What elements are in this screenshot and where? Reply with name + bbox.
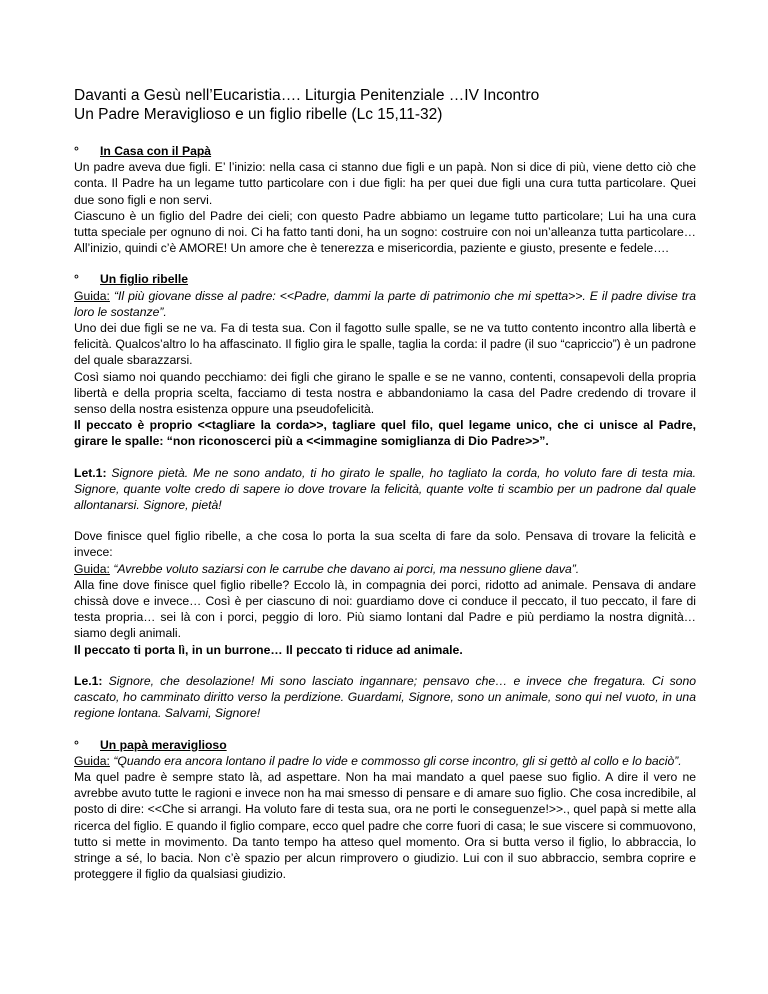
guida-quote: “Il più giovane disse al padre: <<Padre, dammi la parte di patrimonio che mi spetta>>. E il padre divise tra loro le sostanze”. bbox=[74, 288, 697, 319]
section-heading-label: In Casa con il Papà bbox=[100, 144, 212, 158]
document-title-line-1: Davanti a Gesù nell’Eucaristia…. Liturgia Penitenziale …IV Incontro bbox=[74, 87, 540, 104]
section-bullet: ° bbox=[74, 737, 79, 752]
section-heading-label: Un papà meraviglioso bbox=[100, 737, 227, 752]
section-heading-papa-meraviglioso bbox=[74, 737, 696, 753]
lettore-text: Signore pietà. Me ne sono andato, ti ho girato le spalle, ho tagliato la corda, ho voluto fare di testa mia. Signore, quante volte credo di sapere io dove trovare la felicità, quante volte ti scambio per un padrone dal quale allontanarsi. Signore, pietà! bbox=[74, 465, 696, 513]
paragraph: Ciascuno è un figlio del Padre dei cieli; con questo Padre abbiamo un legame tutto particolare; Lui ha una cura tutta speciale per ognuno di noi. Ci ha fatto tanti doni, ha un sogno: costruire con noi un’alleanza tutta particolare… All’inizio, quindi c’è AMORE! Un amore che è tenerezza e misericordia, paziente e giusto, presente e fedele…. bbox=[74, 208, 696, 256]
guida-quote: “Avrebbe voluto saziarsi con le carrube che davano ai porci, ma nessuno gliene dava”. bbox=[113, 561, 580, 576]
section-bullet: ° bbox=[74, 144, 79, 158]
paragraph: Così siamo noi quando pecchiamo: dei figli che girano le spalle e se ne vanno, contenti, consapevoli della propria libertà e della propria scelta, facciamo di testa nostra e abbandoniamo la casa del Padre credendo di trovare il senso della nostra esistenza oppure una pseudofelicità. bbox=[74, 369, 696, 417]
paragraph: Un padre aveva due figli. E’ l’inizio: nella casa ci stanno due figli e un papà. Non si dice di più, viene detto ciò che conta. Il Padre ha un legame tutto particolare con i due figli: ha per quei due figli una cura tutta particolare. Quei due sono figli e non servi. bbox=[74, 160, 696, 207]
lettore-paragraph bbox=[74, 673, 696, 722]
bold-paragraph: Il peccato ti porta lì, in un burrone… Il peccato ti riduce ad animale. bbox=[74, 642, 463, 657]
section-heading-figlio-ribelle bbox=[74, 271, 696, 287]
bold-paragraph: Il peccato è proprio <<tagliare la corda>>, tagliare quel filo, quel legame unico, che ci unisce al Padre, girare le spalle: “non riconoscerci più a <<immagine somiglianza di Dio Padre>>”. bbox=[74, 418, 696, 449]
document-page bbox=[74, 86, 696, 882]
section-heading-label: Un figlio ribelle bbox=[100, 272, 189, 287]
lettore-paragraph bbox=[74, 465, 696, 514]
lettore-text: Signore, che desolazione! Mi sono lasciato ingannare; pensavo che… e invece che fregatura. Ci sono cascato, ho camminato diritto verso la perdizione. Guardami, Signore, sono un animale, sono qui nel vuoto, in una regione lontana. Salvami, Signore! bbox=[74, 673, 696, 721]
paragraph: Dove finisce quel figlio ribelle, a che cosa lo porta la sua scelta di fare da solo. Pensava di trovare la felicità e invece: bbox=[74, 529, 696, 560]
guida-label: Guida: bbox=[74, 753, 110, 768]
guida-quote: “Quando era ancora lontano il padre lo vide e commosso gli corse incontro, gli si gettò al collo e lo baciò”. bbox=[113, 753, 682, 768]
guida-label: Guida: bbox=[74, 561, 110, 576]
section-bullet: ° bbox=[74, 272, 79, 287]
section-heading-in-casa bbox=[74, 143, 696, 159]
lettore-label: Le.1: bbox=[74, 673, 103, 688]
paragraph: Alla fine dove finisce quel figlio ribelle? Eccolo là, in compagnia dei porci, ridotto ad animale. Pensava di andare chissà dove e invece… Così è per ciascuno di noi: guardiamo dove ci conduce il peccato, il tuo peccato, il fare di testa propria… sei là con i porci, peggio di loro. Più siamo lontani dal Padre e più perdiamo la nostra dignità…siamo degli animali. bbox=[74, 577, 696, 641]
guida-label: Guida: bbox=[74, 288, 110, 303]
guida-paragraph bbox=[74, 288, 696, 320]
document-title-line-2: Un Padre Meraviglioso e un figlio ribelle (Lc 15,11-32) bbox=[74, 106, 443, 123]
lettore-label: Let.1: bbox=[74, 465, 107, 480]
guida-paragraph bbox=[74, 561, 696, 577]
paragraph: Ma quel padre è sempre stato là, ad aspettare. Non ha mai mandato a quel paese suo figlio. A dire il vero ne avrebbe avuto tutte le ragioni e invece non ha mai smesso di pensare e di amare suo figlio. Che cosa incredibile, al posto di dire: <<Che si arrangi. Ha voluto fare di testa sua, ora ne porti le conseguenze!>>., quel papà si mette alla ricerca del figlio. E quando il figlio compare, ecco quel padre che corre fuori di casa; le sue viscere si commuovono, tutto si mette in movimento. Da tanto tempo ha atteso quel momento. Ora si butta verso il figlio, lo abbraccia, lo stringe a sé, lo bacia. Non c’è spazio per alcun rimprovero o giudizio. Lui con il suo abbraccio, sembra coprire e proteggere il figlio da qualsiasi giudizio. bbox=[74, 769, 696, 882]
paragraph: Uno dei due figli se ne va. Fa di testa sua. Con il fagotto sulle spalle, se ne va tutto contento incontro alla libertà e felicità. Qualcos’altro lo ha affascinato. Il figlio gira le spalle, taglia la corda: il padre (il suo “capriccio”) è un padrone del quale sbarazzarsi. bbox=[74, 321, 696, 368]
guida-paragraph bbox=[74, 753, 696, 769]
